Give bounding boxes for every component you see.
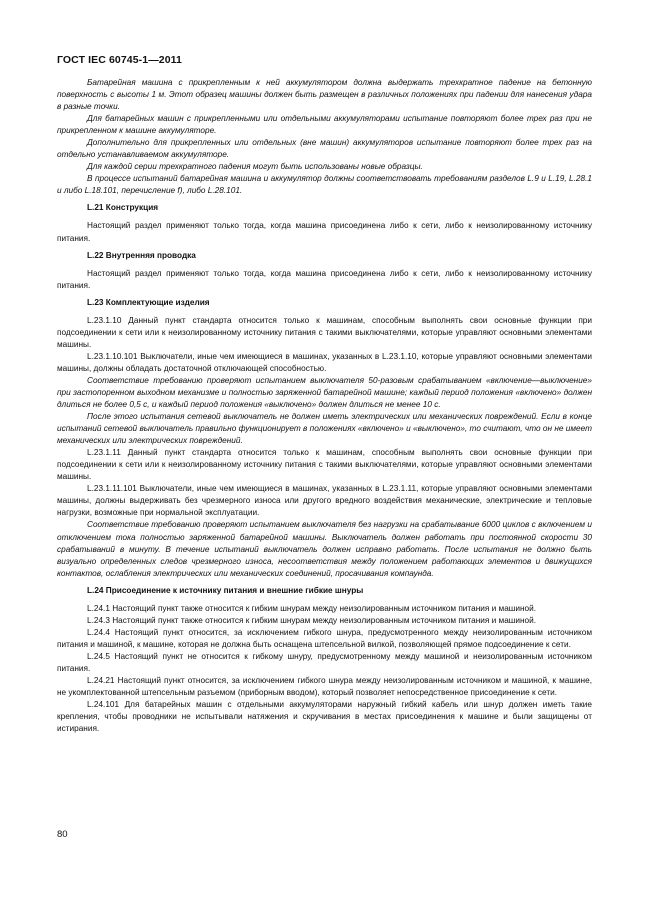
paragraph: Соответствие требованию проверяют испытанием выключателя без нагрузки на срабатывание 6000 циклов с включением и отключением тока полностью заряженной батарейной машины. Выключатель должен работать при постоянной скорости 30 срабатываний в минуту. В течение испытаний выключатель должен исправно работать. После испытания не должно быть визуально определенных следов чрезмерного износа, несоответствия между положением работающих элементов и движущихся контактов, ослабления электрических или механических соединений, просачивания компаунда. — [57, 520, 592, 578]
paragraph: Батарейная машина с прикрепленным к ней аккумулятором должна выдержать трехкратное падение на бетонную поверхность с высоты 1 м. Этот образец машины должен быть размещен в различных положениях при падении для нанесения удара в разные точки. — [57, 78, 592, 112]
standard-header: ГОСТ IEC 60745-1—2011 — [57, 54, 182, 66]
body-text — [57, 77, 592, 735]
paragraph: Настоящий раздел применяют только тогда, когда машина присоединена либо к сети, либо к неизолированному источнику питания. — [57, 268, 592, 290]
paragraph: L.24.3 Настоящий пункт также относится к гибким шнурам между неизолированным источником питания и машиной. — [87, 615, 537, 625]
paragraph: После этого испытания сетевой выключатель не должен иметь электрических или механических повреждений. Если в конце испытаний сетевой выключатель правильно функционирует в положениях «включено» и «выключено», то считают, что он не имеет механических или электрических повреждений. — [57, 412, 592, 446]
paragraph: L.24.4 Настоящий пункт относится, за исключением гибкого шнура, предусмотренного между неизолированным источником питания и машиной, к машине, которая не должна быть оснащена штепсельной вилкой, позволяющей прямое подсоединение к сети. — [57, 627, 592, 649]
paragraph: Соответствие требованию проверяют испытанием выключателя 50-разовым срабатыванием «включение—выключение» при застопоренном выходном механизме и полностью заряженной батарейной машине; каждый период положения «включено» должен длиться не более 0,5 с, и каждый период положения «выключено» должен длиться не менее 10 с. — [57, 375, 592, 409]
paragraph: Для каждой серии трехкратного падения могут быть использованы новые образцы. — [87, 162, 423, 172]
paragraph: В процессе испытаний батарейная машина и аккумулятор должны соответствовать требованиям разделов L.9 и L.19, L.28.1 и либо L.18.101, перечисление f), либо L.28.101. — [57, 174, 592, 196]
section-heading: L.22 Внутренняя проводка — [87, 250, 196, 260]
paragraph: L.24.5 Настоящий пункт не относится к гибкому шнуру, предусмотренному между машиной и неизолированным источником питания. — [57, 651, 592, 673]
section-heading: L.21 Конструкция — [87, 203, 159, 213]
paragraph: L.23.1.11.101 Выключатели, иные чем имеющиеся в машинах, указанных в L.23.1.11, которые управляют основными элементами машины, должны выдерживать без чрезмерного износа или другого вредного воздействия механические, электрические и тепловые нагрузки, возможные при нормальной эксплуатации. — [57, 484, 592, 518]
section-heading: L.23 Комплектующие изделия — [87, 297, 210, 307]
paragraph: Дополнительно для прикрепленных или отдельных (вне машин) аккумуляторов испытание повторяют более трех раз на отдельно устанавливаемом аккумуляторе. — [57, 138, 592, 160]
page-number: 80 — [57, 829, 68, 840]
paragraph: L.23.1.10 Данный пункт стандарта относится только к машинам, способным выполнять свои основные функции при подсоединении к сети или к неизолированному источнику питания с такими выключателями, которые управляют основными элементами машины. — [57, 315, 592, 349]
paragraph: L.23.1.10.101 Выключатели, иные чем имеющиеся в машинах, указанных в L.23.1.10, которые управляют основными элементами машины, должны обладать достаточной отключающей способностью. — [57, 351, 592, 373]
paragraph: Для батарейных машин с прикрепленными или отдельными аккумуляторами испытание повторяют более трех раз при не прикрепленном к машине аккумуляторе. — [57, 114, 592, 136]
paragraph: L.24.101 Для батарейных машин с отдельными аккумуляторами наружный гибкий кабель или шнур должен иметь такие крепления, чтобы проводники не испытывали натяжения и скручивания в местах присоединения к машине и были защищены от истирания. — [57, 700, 592, 734]
paragraph: L.24.1 Настоящий пункт также относится к гибким шнурам между неизолированным источником питания и машиной. — [87, 603, 537, 613]
paragraph: L.24.21 Настоящий пункт относится, за исключением гибкого шнура между неизолированным источником и машиной, к машине, не укомплектованной штепсельным разъемом (приборным вводом), который позволяет непосредственное присоединение к сети. — [57, 675, 592, 698]
paragraph: Настоящий раздел применяют только тогда, когда машина присоединена либо к сети, либо к неизолированному источнику питания. — [57, 221, 592, 243]
section-heading: L.24 Присоединение к источнику питания и внешние гибкие шнуры — [87, 585, 364, 595]
paragraph: L.23.1.11 Данный пункт стандарта относится только к машинам, способным выполнять свои основные функции при подсоединении к сети или к неизолированному источнику питания с такими выключателями, которые управляют основными элементами машины. — [57, 448, 592, 482]
